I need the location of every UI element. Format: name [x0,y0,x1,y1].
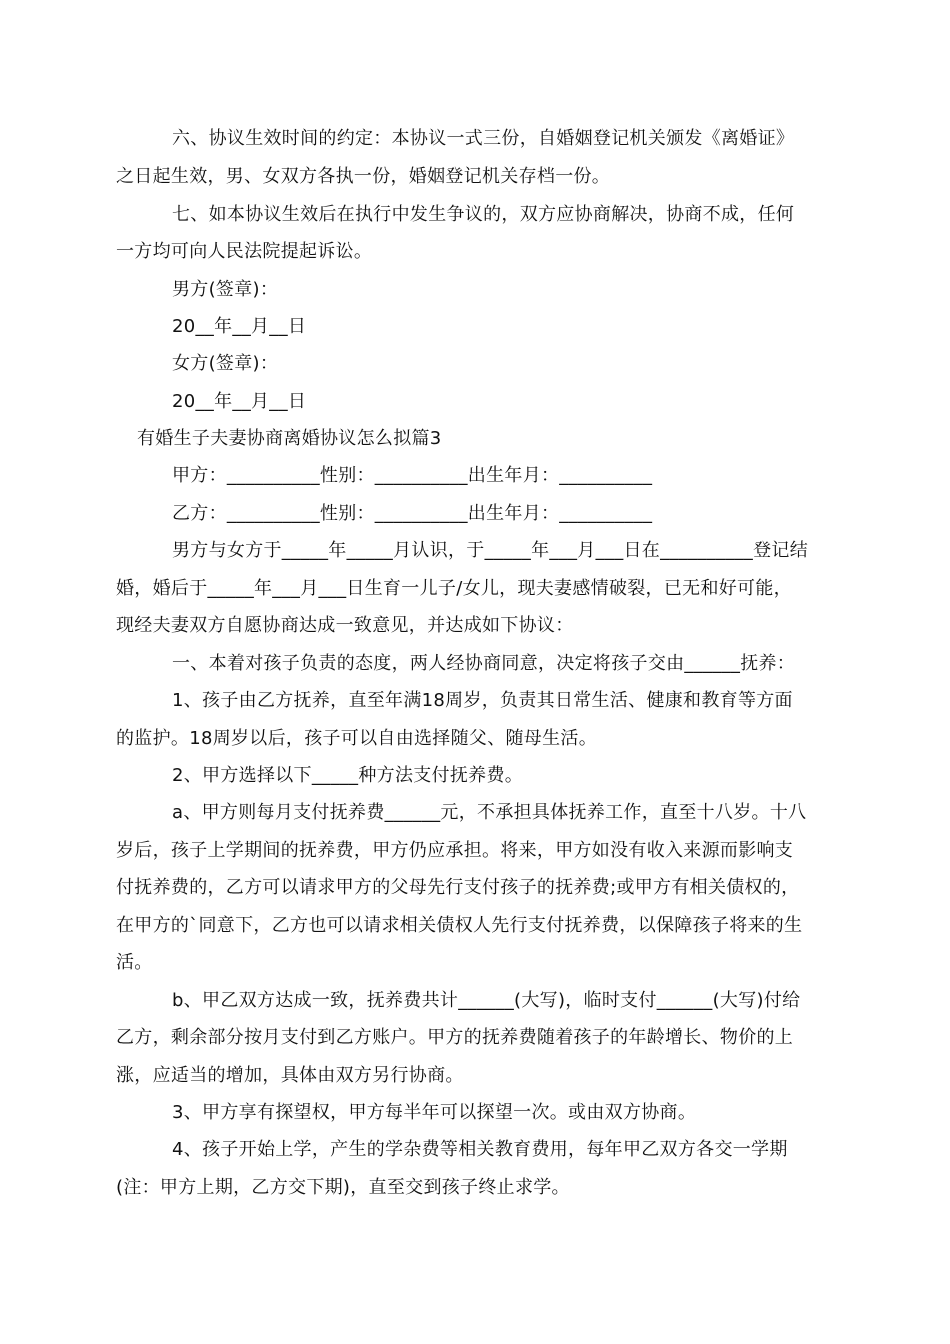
paragraph-line: 岁后，孩子上学期间的抚养费，甲方仍应承担。将来，甲方如没有收入来源而影响支 [116,840,794,861]
paragraph-line: 一方均可向人民法院提起诉讼。 [116,241,373,262]
party-b-line: 乙方：__________性别：__________出生年月：__________ [172,503,653,524]
paragraph-line: 的监护。18周岁以后，孩子可以自由选择随父、随母生活。 [116,728,598,749]
date-line: 20__年__月__日 [172,391,307,412]
paragraph-line: 婚，婚后于_____年___月___日生育一儿子/女儿，现夫妻感情破裂，已无和好可能， [116,578,792,599]
paragraph-line: 涨，应适当的增加，具体由双方另行协商。 [116,1065,464,1086]
paragraph-line: 之日起生效，男、女双方各执一份，婚姻登记机关存档一份。 [116,166,611,187]
paragraph-line: 1、孩子由乙方抚养，直至年满18周岁，负责其日常生活、健康和教育等方面 [172,690,793,711]
paragraph-line: 一、本着对孩子负责的态度，两人经协商同意，决定将孩子交由______抚养： [172,653,796,674]
male-signature-line: 男方(签章)： [172,279,279,300]
paragraph-line: 六、协议生效时间的约定：本协议一式三份，自婚姻登记机关颁发《离婚证》 [172,128,795,149]
paragraph-line: 乙方，剩余部分按月支付到乙方账户。甲方的抚养费随着孩子的年龄增长、物价的上 [116,1027,794,1048]
party-a-line: 甲方：__________性别：__________出生年月：__________ [172,465,653,486]
paragraph-line: a、甲方则每月支付抚养费______元，不承担具体抚养工作，直至十八岁。十八 [172,802,807,823]
paragraph-line: 2、甲方选择以下_____种方法支付抚养费。 [172,765,524,786]
paragraph-line: 七、如本协议生效后在执行中发生争议的，双方应协商解决，协商不成，任何 [172,204,795,225]
female-signature-line: 女方(签章)： [172,353,279,374]
date-line: 20__年__月__日 [172,316,307,337]
paragraph-line: 付抚养费的，乙方可以请求甲方的父母先行支付孩子的抚养费;或甲方有相关债权的， [116,877,800,898]
paragraph-line: 现经夫妻双方自愿协商达成一致意见，并达成如下协议： [116,615,574,636]
paragraph-line: 男方与女方于_____年_____月认识，于_____年___月___日在__________登记结 [172,540,808,561]
paragraph-line: 4、孩子开始上学，产生的学杂费等相关教育费用，每年甲乙双方各交一学期 [172,1139,788,1160]
section-title: 有婚生子夫妻协商离婚协议怎么拟篇3 [137,428,442,449]
paragraph-line: (注：甲方上期，乙方交下期)，直至交到孩子终止求学。 [116,1177,570,1198]
paragraph-line: 3、甲方享有探望权，甲方每半年可以探望一次。或由双方协商。 [172,1102,697,1123]
paragraph-line: b、甲乙双方达成一致，抚养费共计______(大写)，临时支付______(大写)付给 [172,990,801,1011]
paragraph-line: 在甲方的`同意下，乙方也可以请求相关债权人先行支付抚养费，以保障孩子将来的生 [116,915,803,936]
paragraph-line: 活。 [116,952,153,973]
